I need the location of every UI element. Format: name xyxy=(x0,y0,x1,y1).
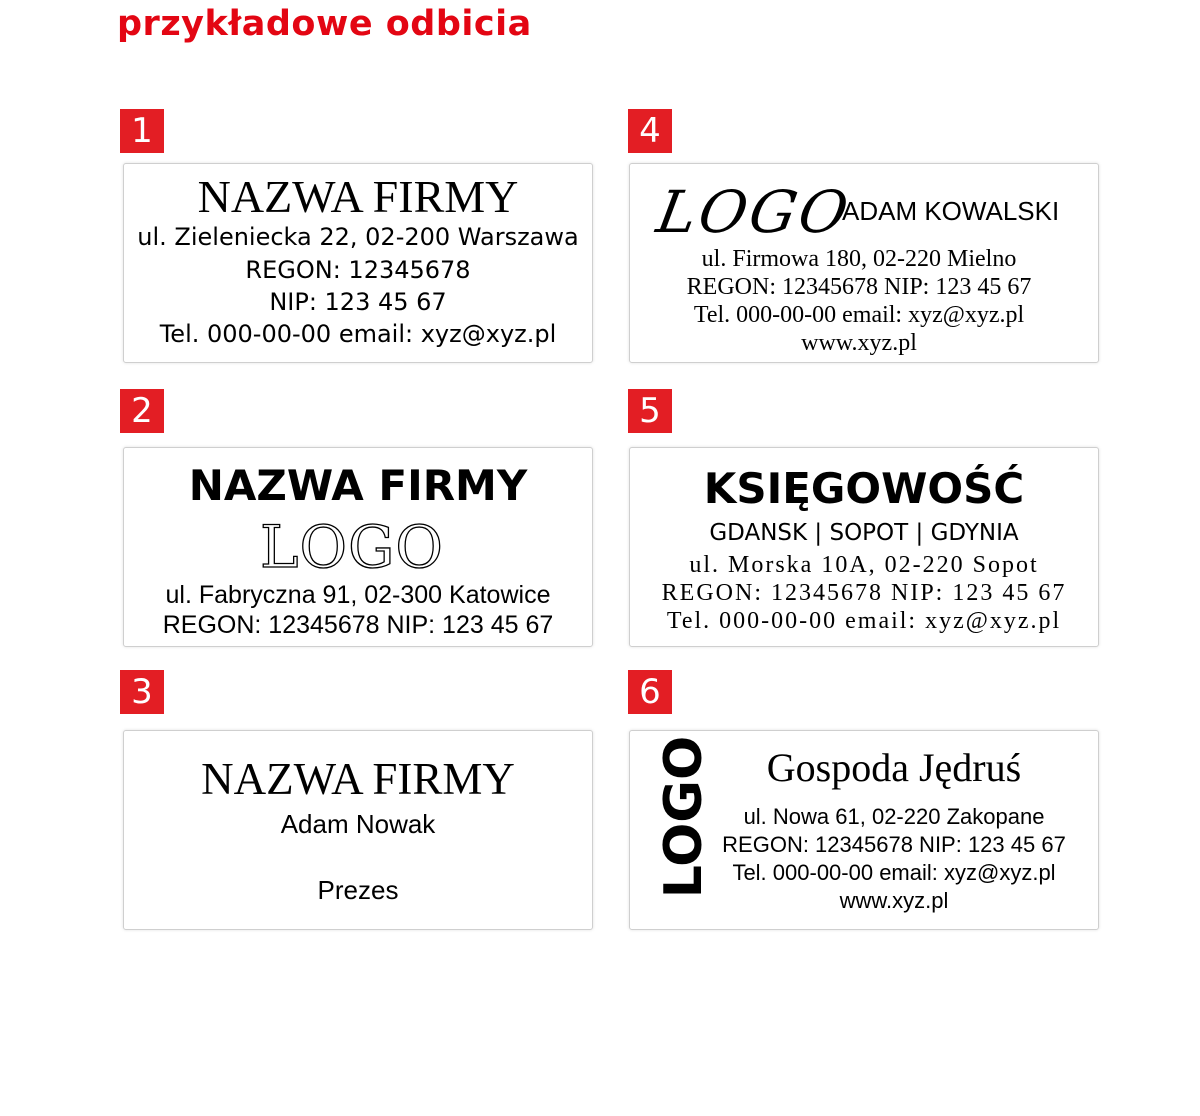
stamp-line: REGON: 12345678 NIP: 123 45 67 xyxy=(686,274,1032,300)
stamp-line: Tel. 000-00-00 email: xyz@xyz.pl xyxy=(666,608,1062,634)
stamp-line: ul. Morska 10A, 02-220 Sopot xyxy=(689,552,1039,578)
stamp-line: Adam Nowak xyxy=(280,809,436,839)
page-title: przykładowe odbicia xyxy=(117,4,532,44)
stamp-line: REGON: 12345678 NIP: 123 45 67 xyxy=(661,580,1067,606)
stamp-line: Tel. 000-00-00 email: xyz@xyz.pl xyxy=(693,302,1025,328)
logo-outline-text: LOGO xyxy=(260,513,444,581)
stamp-number-badge: 5 xyxy=(628,389,672,433)
stamp-line: Prezes xyxy=(317,875,399,905)
stamp-line: NAZWA FIRMY xyxy=(201,754,515,804)
stamp-preview xyxy=(123,447,593,647)
stamp-preview xyxy=(629,163,1099,363)
stamp-name: ADAM KOWALSKI xyxy=(842,196,1060,226)
stamp-number-badge: 6 xyxy=(628,670,672,714)
stamp-line: GDANSK | SOPOT | GDYNIA xyxy=(709,520,1019,546)
stamp-line: Tel. 000-00-00 email: xyz@xyz.pl xyxy=(159,320,557,348)
stamp-line: ul. Firmowa 180, 02-220 Mielno xyxy=(701,246,1017,272)
stamp-number-badge: 2 xyxy=(120,389,164,433)
stamp-line: Tel. 000-00-00 email: xyz@xyz.pl xyxy=(732,860,1056,885)
stamp-preview xyxy=(629,447,1099,647)
stamp-line: Gospoda Jędruś xyxy=(766,745,1022,790)
stamp-line: REGON: 12345678 xyxy=(245,256,471,284)
stamp-line: NAZWA FIRMY xyxy=(197,171,519,222)
stamp-line: ul. Fabryczna 91, 02-300 Katowice xyxy=(165,581,551,609)
stamp-line: www.xyz.pl xyxy=(801,330,917,356)
stamp-line: ul. Nowa 61, 02-220 Zakopane xyxy=(743,804,1045,829)
stamp-number-badge: 4 xyxy=(628,109,672,153)
stamp-preview xyxy=(123,730,593,930)
stamp-line: NIP: 123 45 67 xyxy=(269,288,447,316)
stamp-line: REGON: 12345678 NIP: 123 45 67 xyxy=(162,611,554,639)
stamp-line: KSIĘGOWOŚĆ xyxy=(703,464,1025,513)
stamp-number-badge: 1 xyxy=(120,109,164,153)
stamp-line: REGON: 12345678 NIP: 123 45 67 xyxy=(722,832,1066,857)
stamp-number-badge: 3 xyxy=(120,670,164,714)
stamp-line: NAZWA FIRMY xyxy=(188,461,528,510)
logo-script-text: LOGO xyxy=(652,178,856,246)
stamp-line: ul. Zieleniecka 22, 02-200 Warszawa xyxy=(137,223,579,251)
stamp-preview xyxy=(123,163,593,363)
stamp-line: www.xyz.pl xyxy=(839,888,949,913)
stamp-preview xyxy=(629,730,1099,930)
logo-vertical-text: LOGO xyxy=(654,735,714,899)
